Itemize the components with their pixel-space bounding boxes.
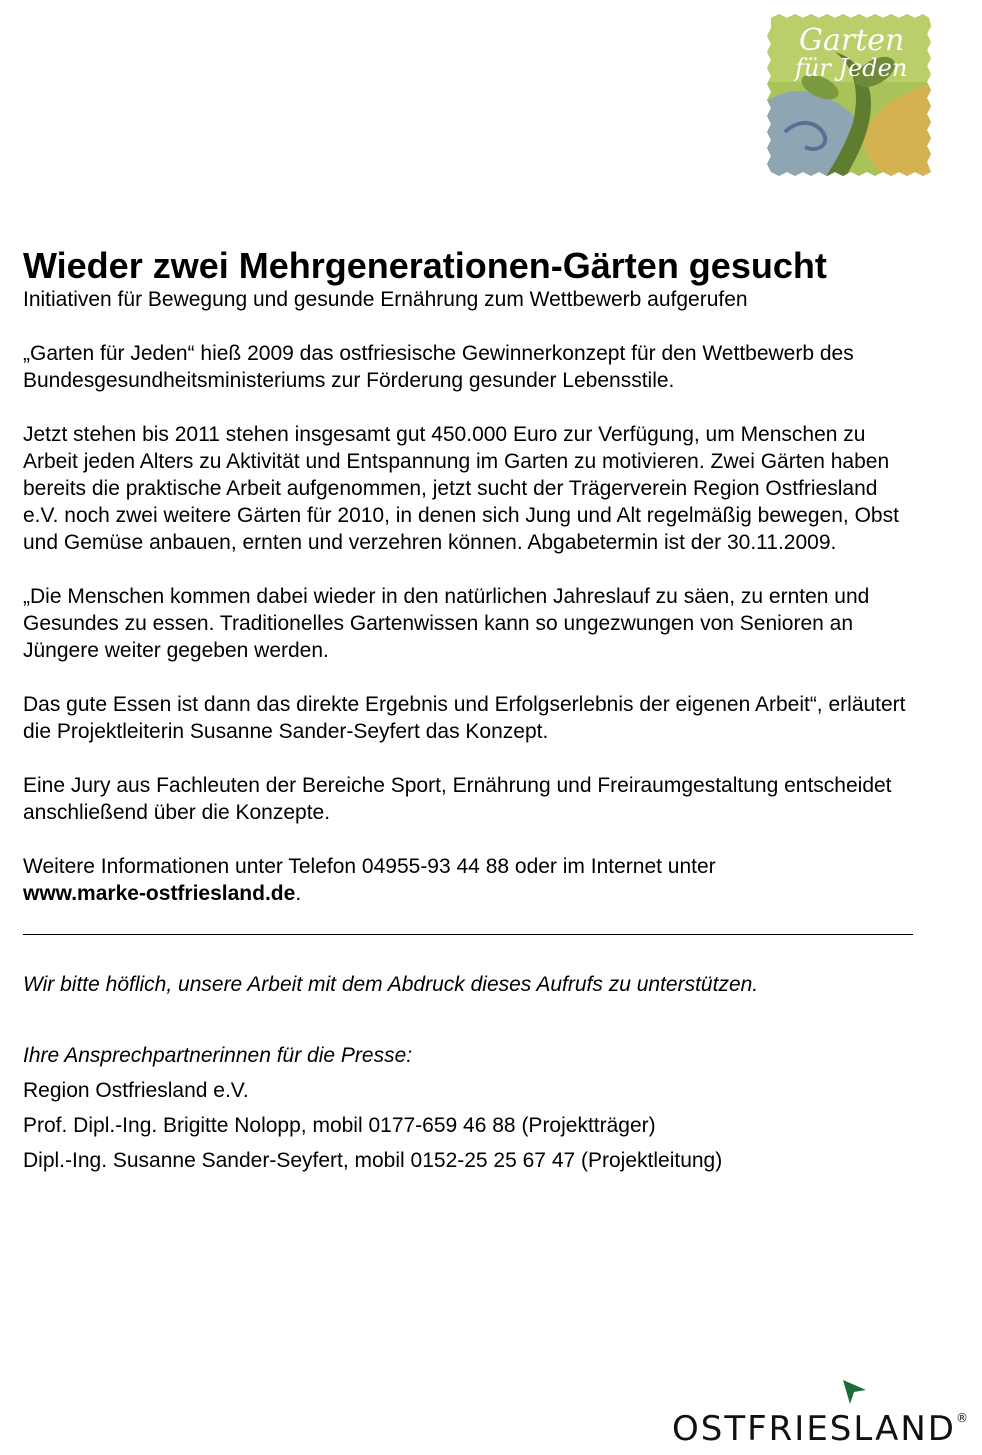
paragraph-2: Jetzt stehen bis 2011 stehen insgesamt gut 450.000 Euro zur Verfügung, um Menschen zu Arbeit jeden Alters zu Aktivität und Entspannung im Garten zu motivieren. Zwei Gärten haben bereits die praktische Arbeit aufgenommen, jetzt sucht der Trägerverein Region Ostfriesland e.V. noch zwei weitere Gärten für 2010, in denen sich Jung und Alt regelmäßig bewegen, Obst und Gemüse anbauen, ernten und verzehren können. Abgabetermin ist der 30.11.2009. — [23, 423, 899, 554]
paragraph-5: Eine Jury aus Fachleuten der Bereiche Sport, Ernährung und Freiraumgestaltung entscheidet anschließend über die Konzepte. — [23, 774, 892, 824]
info-suffix: . — [295, 882, 302, 905]
info-text: Weitere Informationen unter Telefon 04955-93 44 88 oder im Internet unter — [23, 855, 716, 878]
logo-text-line2: für Jeden — [795, 54, 908, 82]
ostfriesland-wordmark — [672, 1409, 968, 1449]
document-body — [23, 246, 913, 1182]
contacts-heading: Ihre Ansprechpartnerinnen für die Presse: — [23, 1044, 413, 1067]
ostfriesland-logo — [672, 1376, 972, 1451]
paragraph-1: „Garten für Jeden“ hieß 2009 das ostfriesische Gewinnerkonzept für den Wettbewerb des Bundesgesundheitsministeriums zur Förderung gesunder Lebensstile. — [23, 342, 854, 392]
contact-project-lead: Dipl.-Ing. Susanne Sander-Seyfert, mobil 0152-25 25 67 47 (Projektleitung) — [23, 1149, 723, 1172]
logo-text-line1: Garten — [799, 23, 905, 58]
garten-fuer-jeden-logo — [765, 12, 933, 178]
divider-line — [23, 934, 913, 935]
info-paragraph — [23, 853, 913, 907]
headline: Wieder zwei Mehrgenerationen-Gärten gesucht — [23, 245, 827, 286]
paragraph-3: „Die Menschen kommen dabei wieder in den natürlichen Jahreslauf zu säen, zu ernten und Gesundes zu essen. Traditionelles Gartenwissen kann so ungezwungen von Senioren an Jüngere weiter gegeben werden. — [23, 585, 870, 662]
paragraph-4: Das gute Essen ist dann das direkte Ergebnis und Erfolgserlebnis der eigenen Arbeit“, erläutert die Projektleiterin Susanne Sander-Seyfert das Konzept. — [23, 693, 906, 743]
registered-mark: ® — [955, 1411, 968, 1425]
contact-organization: Region Ostfriesland e.V. — [23, 1079, 249, 1102]
support-request: Wir bitte höflich, unsere Arbeit mit dem Abdruck dieses Aufrufs zu unterstützen. — [23, 973, 759, 996]
wordmark-text: OSTFRIESLAND — [672, 1409, 956, 1449]
subline: Initiativen für Bewegung und gesunde Ernährung zum Wettbewerb aufgerufen — [23, 288, 748, 311]
flag-arrow-icon — [840, 1378, 870, 1406]
logo-stamp-graphic — [765, 12, 933, 178]
website-link[interactable]: www.marke-ostfriesland.de — [23, 882, 296, 905]
contact-project-sponsor: Prof. Dipl.-Ing. Brigitte Nolopp, mobil 0177-659 46 88 (Projektträger) — [23, 1114, 656, 1137]
